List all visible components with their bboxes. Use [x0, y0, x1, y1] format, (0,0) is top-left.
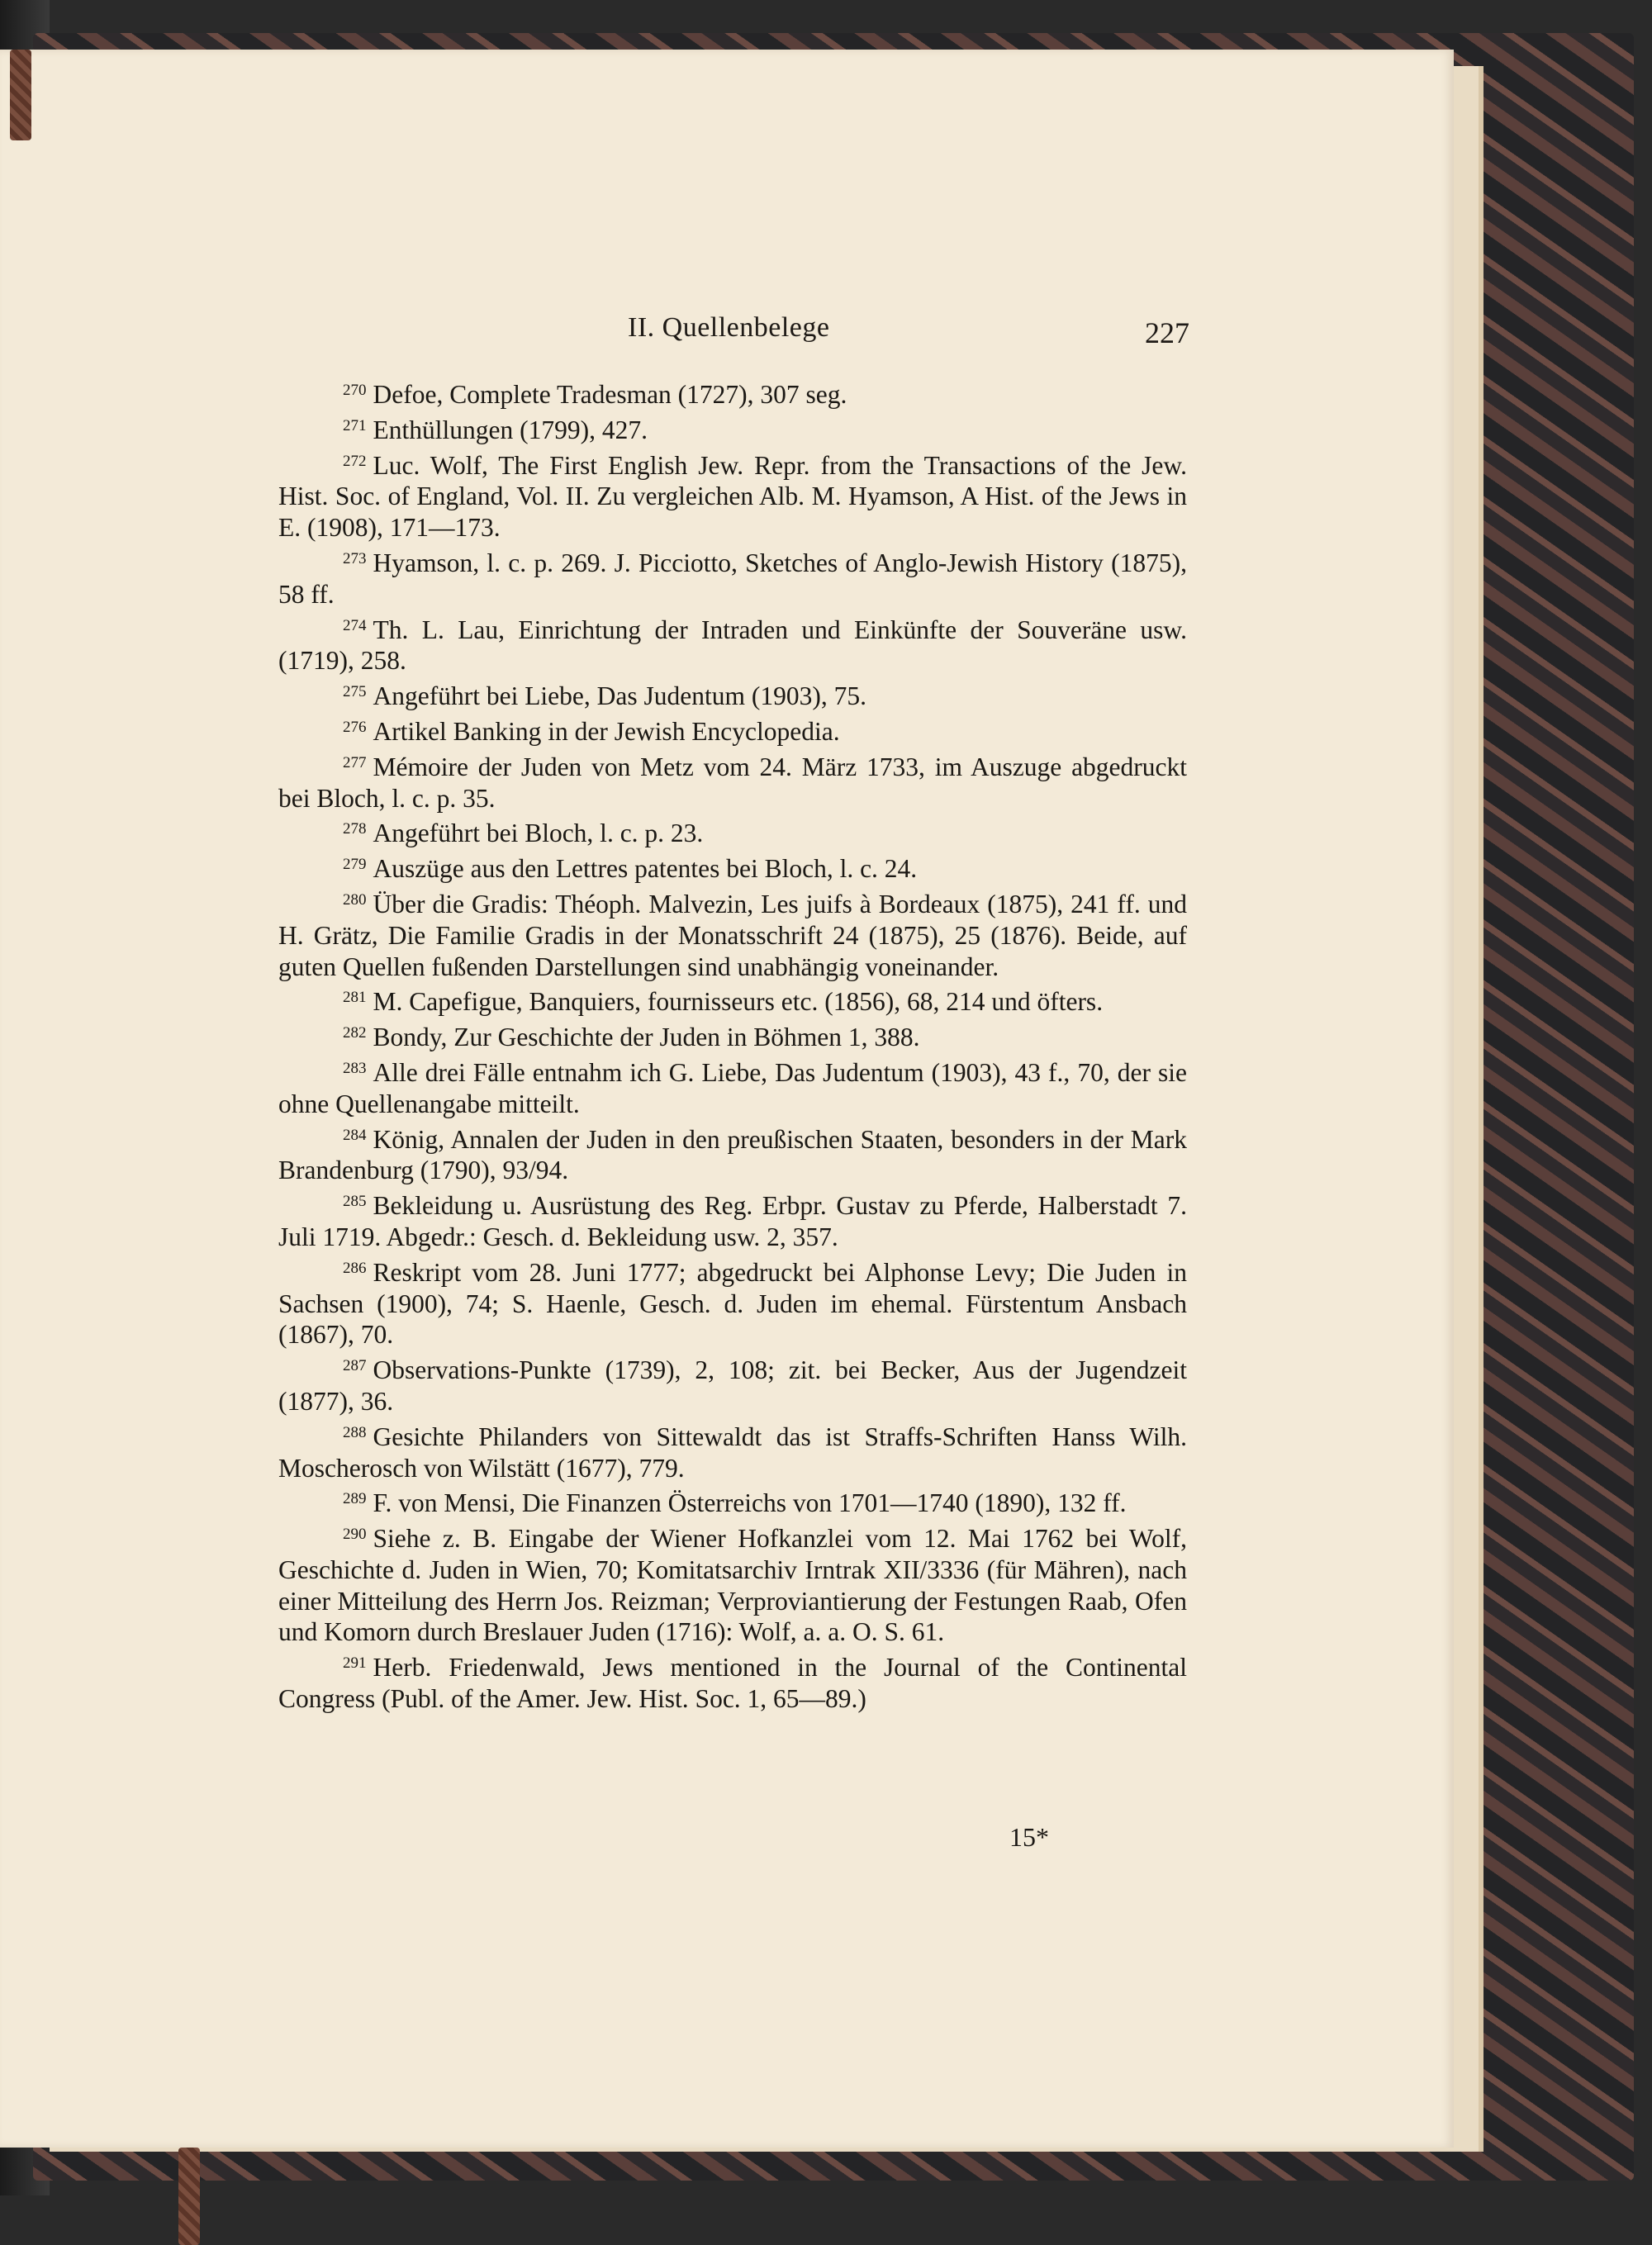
page-number: 227: [1145, 316, 1189, 349]
footnote-number: 278: [343, 820, 367, 838]
footnote-number: 275: [343, 683, 367, 701]
footnote: [278, 1648, 1187, 1715]
footnote-number: 288: [343, 1423, 367, 1441]
footnote-number: 273: [343, 549, 367, 567]
footnote: [278, 849, 1187, 885]
footnote: [278, 676, 1187, 712]
footnote-number: 281: [343, 989, 367, 1007]
footnote-text: Gesichte Philanders von Sittewaldt das ist Straffs-Schriften Hanss Wilh. Moscherosch von Wilstätt (1677), 779.: [278, 1422, 1187, 1483]
footnote-text: Alle drei Fälle entnahm ich G. Liebe, Das Judentum (1903), 43 f., 70, der sie ohne Quellenangabe mitteilt.: [278, 1057, 1187, 1118]
footnote-text: Bondy, Zur Geschichte der Juden in Böhmen 1, 388.: [373, 1023, 920, 1052]
footnote-text: Herb. Friedenwald, Jews mentioned in the Journal of the Continental Congress (Publ. of the Amer. Jew. Hist. Soc. 1, 65—89.): [278, 1653, 1187, 1714]
footnote-number: 287: [343, 1357, 367, 1375]
footnote-number: 271: [343, 416, 367, 434]
footnote: [278, 1053, 1187, 1120]
footnote-number: 283: [343, 1059, 367, 1077]
footnote-number: 274: [343, 616, 367, 634]
running-head: [281, 312, 1189, 354]
footnote-number: 282: [343, 1024, 367, 1042]
ribbon-bookmark-top: [10, 50, 31, 140]
footnote-text: Th. L. Lau, Einrichtung der Intraden und Einkünfte der Souveräne usw. (1719), 258.: [278, 615, 1187, 676]
footnote-number: 284: [343, 1126, 367, 1144]
book-page: [0, 50, 1454, 2148]
footnote-text: Auszüge aus den Lettres patentes bei Bloch, l. c. 24.: [373, 854, 918, 884]
footnote-text: F. von Mensi, Die Finanzen Österreichs von 1701—1740 (1890), 132 ff.: [373, 1488, 1127, 1518]
footnote: [278, 446, 1187, 543]
footnote: [278, 1253, 1187, 1350]
running-head-title: II. Quellenbelege: [628, 312, 830, 343]
footnote-text: Artikel Banking in der Jewish Encyclopedia.: [373, 716, 840, 746]
footnote-text: Hyamson, l. c. p. 269. J. Picciotto, Sketches of Anglo-Jewish History (1875), 58 ff.: [278, 548, 1187, 609]
footnote: [278, 712, 1187, 748]
footnote-list: [278, 375, 1187, 1715]
footnote-text: Über die Gradis: Théoph. Malvezin, Les juifs à Bordeaux (1875), 241 ff. und H. Grätz, Die Familie Gradis in der Monatsschrift 24 (1875), 25 (1876). Beide, auf guten Quellen fußenden Darstellungen sind unabhängig voneinander.: [278, 889, 1187, 981]
footnote: [278, 982, 1187, 1018]
footnote-text: Siehe z. B. Eingabe der Wiener Hofkanzlei vom 12. Mai 1762 bei Wolf, Geschichte d. Juden in Wien, 70; Komitatsarchiv Irntrak XII/3336 (für Mähren), nach einer Mitteilung des Herrn Jos. Reizman; Verproviantierung der Festungen Raab, Ofen und Komorn durch Breslauer Juden (1716): Wolf, a. a. O. S. 61.: [278, 1524, 1187, 1647]
footnote: [278, 1519, 1187, 1648]
footnote: [278, 1483, 1187, 1519]
footnote-number: 290: [343, 1526, 367, 1544]
footnote-number: 276: [343, 718, 367, 736]
footnote: [278, 814, 1187, 849]
footnote-text: Bekleidung u. Ausrüstung des Reg. Erbpr. Gustav zu Pferde, Halberstadt 7. Juli 1719. Abgedr.: Gesch. d. Bekleidung usw. 2, 357.: [278, 1191, 1187, 1251]
footnote-number: 279: [343, 856, 367, 874]
footnote: [278, 375, 1187, 411]
signature-mark: 15*: [1009, 1822, 1049, 1852]
footnote-text: Luc. Wolf, The First English Jew. Repr. from the Transactions of the Jew. Hist. Soc. of England, Vol. II. Zu vergleichen Alb. M. Hyamson, A Hist. of the Jews in E. (1908), 171—173.: [278, 450, 1187, 543]
footnote: [278, 1018, 1187, 1053]
footnote: [278, 748, 1187, 814]
ribbon-bookmark-bottom: [178, 2148, 200, 2245]
footnote-text: Angeführt bei Bloch, l. c. p. 23.: [373, 819, 704, 848]
footnote-text: M. Capefigue, Banquiers, fournisseurs etc. (1856), 68, 214 und öfters.: [373, 987, 1104, 1017]
footnote-number: 291: [343, 1654, 367, 1673]
footnote-number: 270: [343, 382, 367, 399]
footnote: [278, 885, 1187, 982]
footnote-text: Reskript vom 28. Juni 1777; abgedruckt bei Alphonse Levy; Die Juden in Sachsen (1900), 74; S. Haenle, Gesch. d. Juden im ehemal. Fürstentum Ansbach (1867), 70.: [278, 1257, 1187, 1350]
footnote-number: 289: [343, 1490, 367, 1508]
footnote-number: 285: [343, 1193, 367, 1211]
footnote-text: Angeführt bei Liebe, Das Judentum (1903), 75.: [373, 681, 866, 711]
footnote: [278, 1120, 1187, 1187]
footnote: [278, 543, 1187, 610]
footnote-text: Enthüllungen (1799), 427.: [373, 415, 648, 444]
footnote-number: 277: [343, 753, 367, 771]
footnote: [278, 411, 1187, 446]
footnote-text: Defoe, Complete Tradesman (1727), 307 seg.: [373, 380, 847, 409]
footnote-number: 286: [343, 1259, 367, 1277]
footnote-number: 272: [343, 452, 367, 470]
footnote: [278, 610, 1187, 677]
footnote-number: 280: [343, 890, 367, 909]
footnote-text: König, Annalen der Juden in den preußischen Staaten, besonders in der Mark Brandenburg (1790), 93/94.: [278, 1124, 1187, 1185]
footnote-text: Observations-Punkte (1739), 2, 108; zit. bei Becker, Aus der Jugendzeit (1877), 36.: [278, 1355, 1187, 1416]
footnote: [278, 1186, 1187, 1253]
footnote-text: Mémoire der Juden von Metz vom 24. März 1733, im Auszuge abgedruckt bei Bloch, l. c. p. 35.: [278, 752, 1187, 813]
footnote: [278, 1417, 1187, 1484]
footnote: [278, 1350, 1187, 1417]
